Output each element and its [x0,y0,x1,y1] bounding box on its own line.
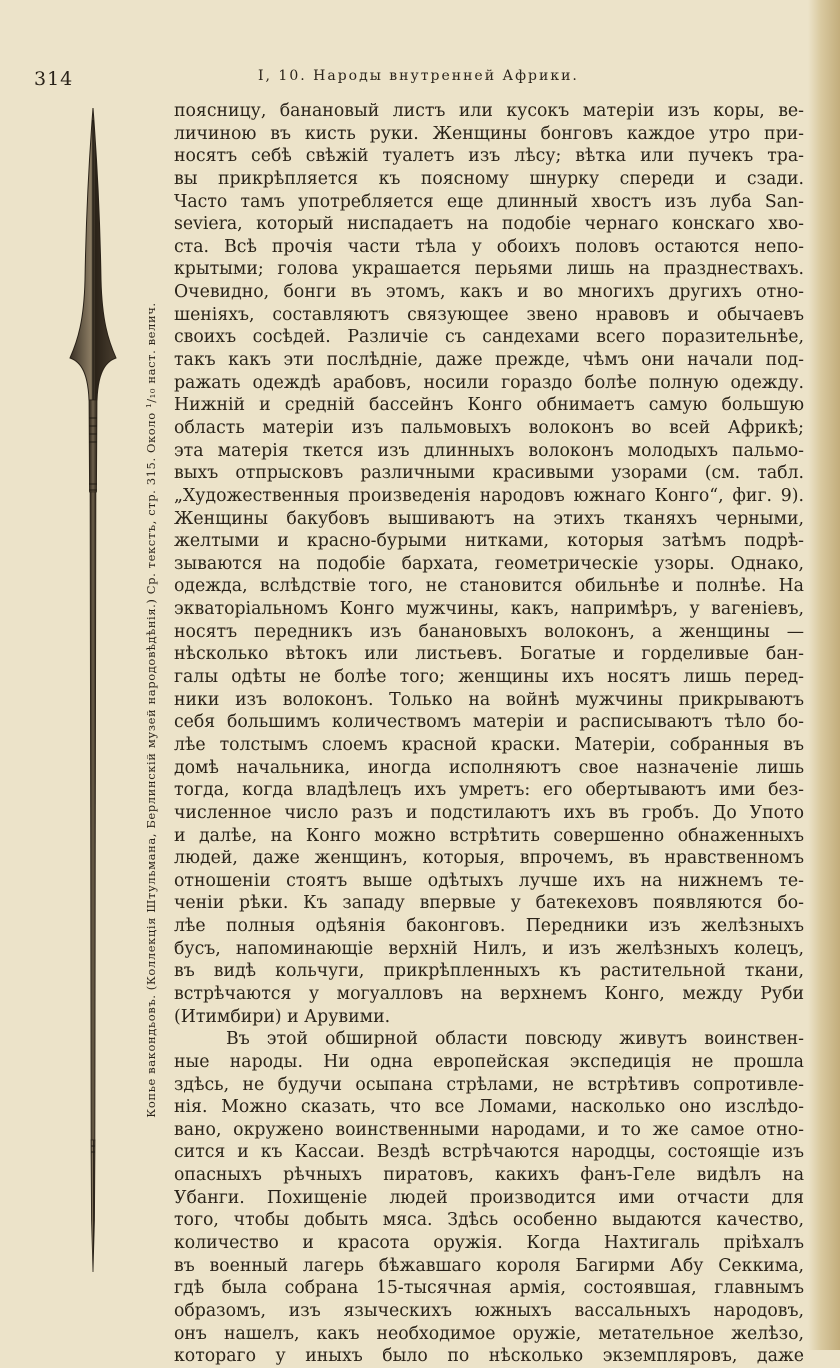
text-line: зываются на подобіе бархата, геометрическіе узоры. Однако, [174,553,804,574]
text-line: Часто тамъ употребляется еще длинный хвостъ изъ луба San- [174,191,804,212]
text-line: (Итимбири) и Арувими. [174,1006,391,1027]
text-line: область матеріи изъ пальмовыхъ волоконъ во всей Африкѣ; [174,417,804,438]
text-line: галы одѣты не болѣе того; женщины ихъ носятъ лишь перед- [174,667,804,688]
text-line: „Художественныя произведенія народовъ южнаго Конго“, фиг. 9). [174,485,804,506]
text-line: людей, даже женщинъ, которыя, впрочемъ, въ нравственномъ [174,848,804,869]
text-line: выхъ отпрысковъ различными красивыми узорами (см. табл. [174,463,804,484]
text-line: котораго у иныхъ было по нѣсколько экземпляровъ, даже [174,1346,804,1367]
text-line: ченіи рѣки. Къ западу впервые у батекеховъ появляются бо- [174,893,804,914]
text-line: встрѣчаются у могуалловъ на верхнемъ Конго, между Руби [174,983,804,1004]
text-line: желтыми и красно-бурыми нитками, которыя затѣмъ подрѣ- [174,531,804,552]
text-line: вы прикрѣпляется къ поясному шнурку спереди и сзади. [174,168,804,189]
running-head: I, 10. Народы внутренней Африки. [258,68,579,84]
text-line: крытыми; голова украшается перьями лишь на празднествахъ. [174,259,804,280]
text-line: и далѣе, на Конго можно встрѣтить совершенно обнаженныхъ [174,825,804,846]
text-line: носятъ передникъ изъ банановыхъ волоконъ, а женщины — [174,621,804,642]
text-line: Въ этой обширной области повсюду живутъ воинствен- [226,1029,804,1050]
text-line: онъ нашелъ, какъ необходимое оружіе, метательное желѣзо, [174,1323,804,1344]
text-line: ные народы. Ни одна европейская экспедиція не прошла [174,1051,804,1072]
text-line: того, чтобы добыть мяса. Здѣсь особенно выдаются качество, [174,1210,804,1231]
text-line: эта матерія ткется изъ длинныхъ волоконъ молодыхъ пальмо- [174,440,804,461]
text-line: ста. Всѣ прочія части тѣла у обоихъ половъ остаются непо- [174,236,804,257]
text-line: здѣсь, не будучи осыпана стрѣлами, не встрѣтивъ сопротивле- [174,1074,804,1095]
text-line: Женщины бакубовъ вышиваютъ на этихъ тканяхъ черными, [174,508,804,529]
text-line: сится и къ Кассаи. Вездѣ встрѣчаются народцы, состоящіе изъ [174,1142,804,1163]
text-line: количество и красота оружія. Когда Нахтигаль пріѣхалъ [174,1233,804,1254]
text-line: Очевидно, бонги въ этомъ, какъ и во многихъ другихъ отно- [174,282,804,303]
text-line: отношеніи стоятъ выше одѣтыхъ лучше ихъ на нижнемъ те- [174,870,804,891]
figure-caption-container [136,270,166,1150]
text-line: нѣсколько вѣтокъ или листьевъ. Богатые и горделивые бан- [174,644,804,665]
text-line: тогда, когда владѣлецъ ихъ умретъ: его обертываютъ ими без- [174,780,804,801]
text-line: въ видѣ кольчуги, прикрѣпленныхъ къ растительной ткани, [174,961,804,982]
text-line: вано, окружено воинственными народами, и то же самое отно- [174,1119,804,1140]
text-line: своихъ сосѣдей. Различіе съ сандехами всего поразительнѣе, [174,327,804,348]
text-line: бусъ, напоминающіе верхній Нилъ, и изъ желѣзныхъ колецъ, [174,938,804,959]
text-line: такъ какъ эти послѣдніе, даже прежде, чѣмъ они начали под- [174,350,804,371]
text-line: носятъ себѣ свѣжій туалетъ изъ лѣсу; вѣтка или пучекъ тра- [174,146,804,167]
text-line: образомъ, изъ языческихъ южныхъ вассальныхъ народовъ, [174,1300,804,1321]
text-line: seviera, который ниспадаетъ на подобіе чернаго конскаго хво- [174,214,804,235]
text-line: Нижній и средній бассейнъ Конго обнимаетъ самую большую [174,395,804,416]
text-line: домѣ начальника, иногда исполняютъ свое назначеніе лишь [174,757,804,778]
text-line: ражать одеждѣ арабовъ, носили гораздо болѣе полную одежду. [174,372,804,393]
text-line: численное число разъ и подстилаютъ ихъ въ гробъ. До Упото [174,802,804,823]
text-line: себя большимъ количествомъ матеріи и расписываютъ тѣло бо- [174,712,804,733]
text-line: шеніяхъ, составляютъ связующее звено нравовъ и обычаевъ [174,304,804,325]
text-line: поясницу, банановый листъ или кусокъ матеріи изъ коры, ве- [174,101,804,121]
page-number: 314 [34,68,74,90]
text-line: лѣе толстымъ слоемъ красной краски. Матеріи, собранныя въ [174,734,804,755]
text-line: экваторіальномъ Конго мужчины, какъ, напримѣръ, у вагеніевъ, [174,599,804,620]
text-line: одежда, вслѣдствіе того, не становится обильнѣе и полнѣе. На [174,576,804,597]
body-text [174,100,804,1368]
text-line: въ военный лагерь бѣжавшаго короля Багирми Абу Секкима, [174,1255,804,1276]
figure-caption: Копье вакондьовъ. (Коллекція Штульмана, Берлинскій музей народовѣдѣнія.) Ср. текстъ, стр. 315. Около ¹/₁₀ наст. велич. [144,302,158,1118]
text-line: гдѣ была собрана 15-тысячная армія, состоявшая, главнымъ [174,1278,804,1299]
text-line: Убанги. Похищеніе людей производится ими отчасти для [174,1187,804,1208]
text-line: опасныхъ рѣчныхъ пиратовъ, какихъ фанъ-Геле видѣлъ на [174,1165,804,1186]
page-edge-shadow [808,0,840,1350]
text-line: нія. Можно сказать, что все Ломами, насколько оно изслѣдо- [174,1097,804,1118]
text-line: личиною въ кисть руки. Женщины бонговъ каждое утро при- [174,123,804,144]
spear-illustration [58,100,128,1280]
text-line: лѣе полныя одѣянія баконговъ. Передники изъ желѣзныхъ [174,916,804,937]
text-line: ники изъ волоконъ. Только на войнѣ мужчины прикрываютъ [174,689,804,710]
